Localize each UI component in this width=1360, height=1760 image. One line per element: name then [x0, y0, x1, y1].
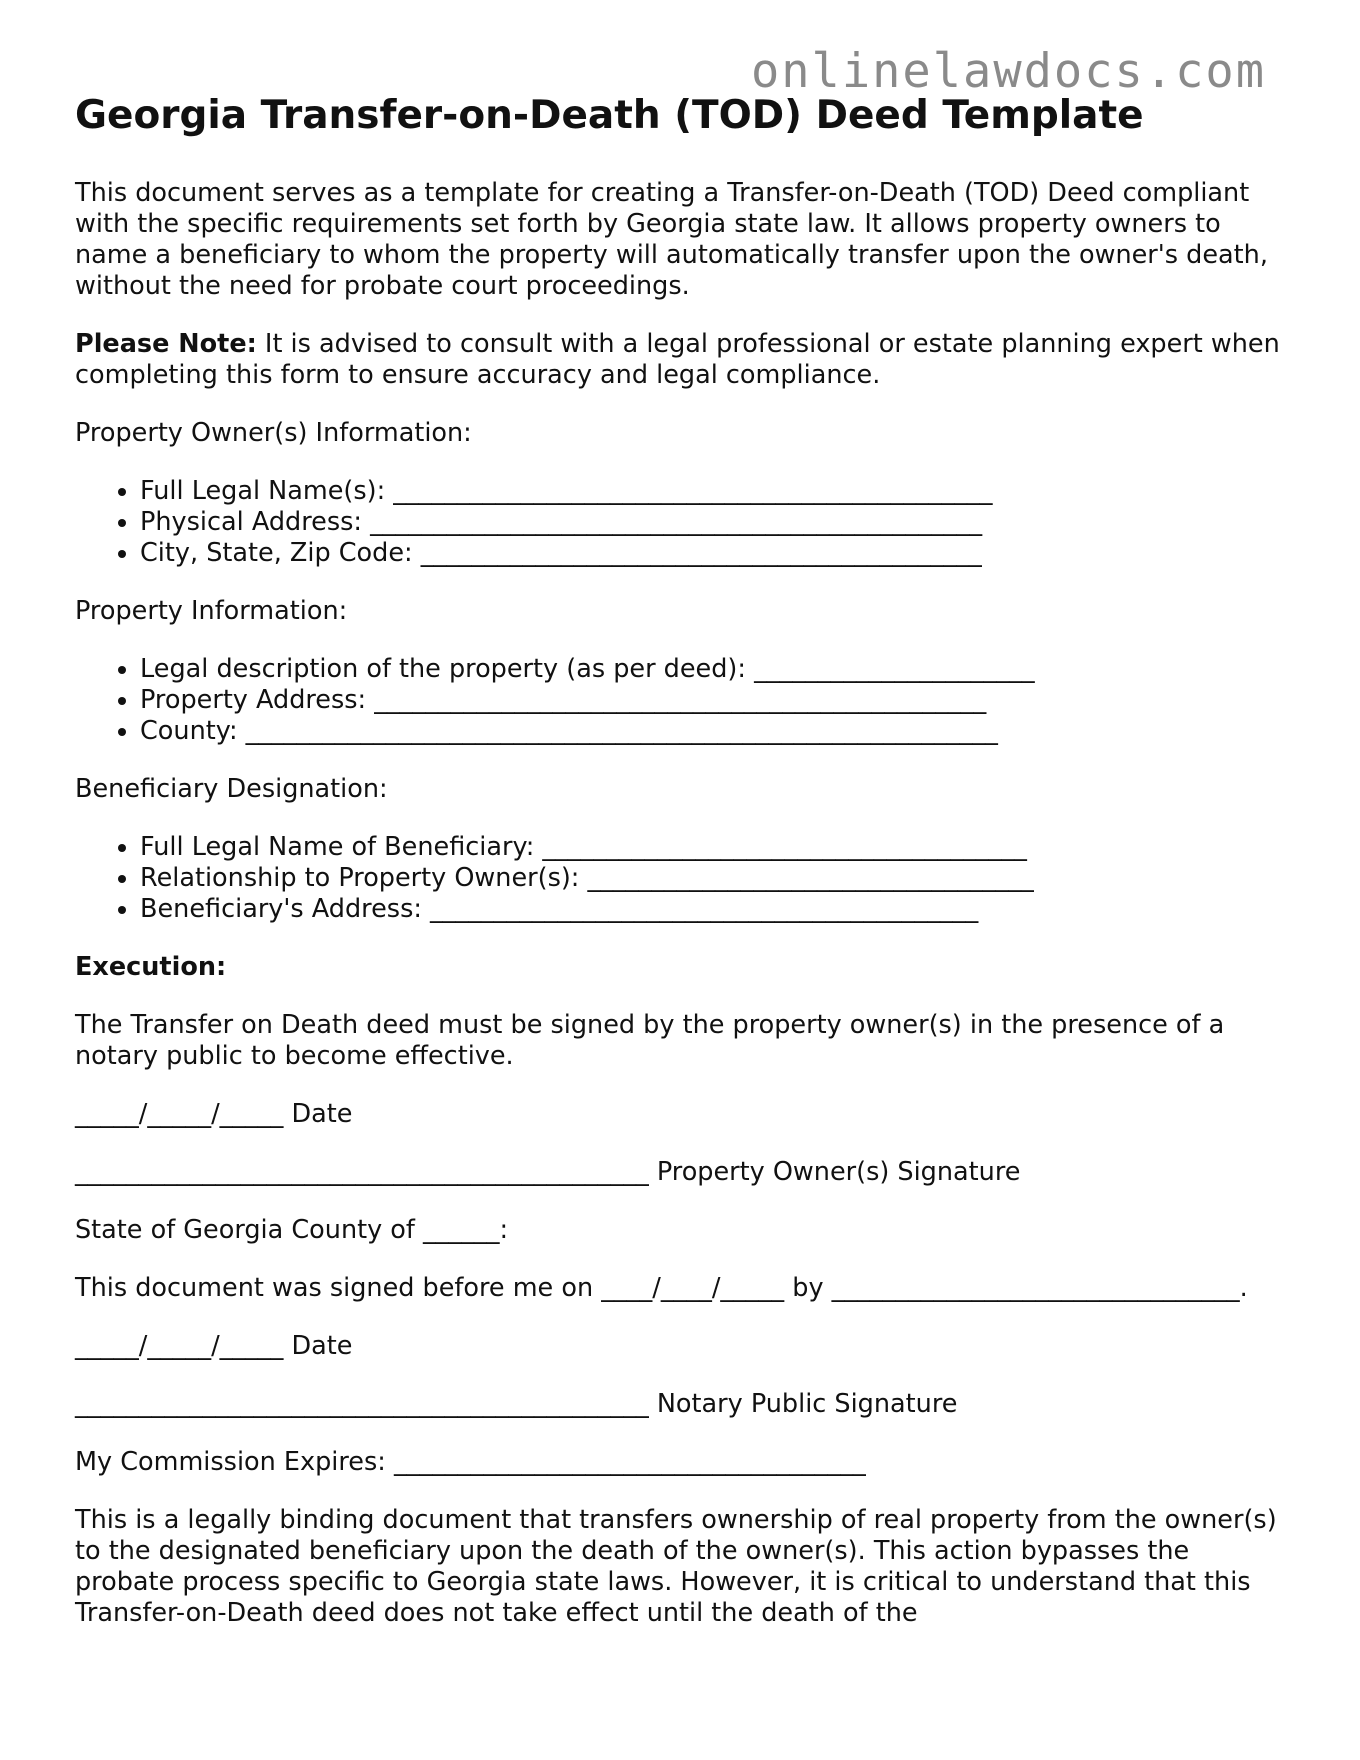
execution-heading: Execution:	[75, 952, 227, 982]
owner-section-heading: Property Owner(s) Information:	[75, 418, 472, 448]
signed-before-line[interactable]: This document was signed before me on ____/____/_____ by ________________________________.	[75, 1273, 1248, 1303]
note-text: It is advised to consult with a legal professional or estate planning expert when completing this form to ensure accuracy and legal compliance.	[75, 329, 1280, 390]
closing-paragraph: This is a legally binding document that transfers ownership of real property from the owner(s) to the designated beneficiary upon the death of the owner(s). This action bypasses the probate process specific to Georgia state laws. However, it is critical to understand that this Transfer-on-Death deed does not take effect until the death of the	[75, 1505, 1277, 1628]
watermark-logo: onlinelawdocs.com	[750, 44, 1266, 99]
intro-paragraph: This document serves as a template for creating a Transfer-on-Death (TOD) Deed compliant with the specific requirements set forth by Georgia state law. It allows property owners to name a beneficiary to whom the property will automatically transfer upon the owner's death, without the need for probate court proceedings.	[75, 178, 1268, 301]
state-county-line[interactable]: State of Georgia County of ______:	[75, 1215, 509, 1245]
owner-city-state-zip-field[interactable]: • City, State, Zip Code: ____________________________________________	[140, 538, 1295, 569]
owner-signature-line[interactable]: _____________________________________________ Property Owner(s) Signature	[75, 1157, 1021, 1187]
property-county-field[interactable]: • County: ___________________________________________________________	[140, 716, 1295, 747]
document-title: Georgia Transfer-on-Death (TOD) Deed Template	[75, 93, 1144, 138]
beneficiary-name-field[interactable]: • Full Legal Name of Beneficiary: ______________________________________	[140, 832, 1295, 863]
owner-address-field[interactable]: • Physical Address: ________________________________________________	[140, 507, 1295, 538]
owner-date-line[interactable]: _____/_____/_____ Date	[75, 1099, 353, 1129]
property-field-list	[75, 654, 1295, 747]
beneficiary-relationship-field[interactable]: • Relationship to Property Owner(s): ___________________________________	[140, 863, 1295, 894]
notary-date-line[interactable]: _____/_____/_____ Date	[75, 1331, 353, 1361]
notary-signature-line[interactable]: _____________________________________________ Notary Public Signature	[75, 1389, 958, 1419]
owner-field-list	[75, 476, 1295, 569]
property-legal-description-field[interactable]: • Legal description of the property (as per deed): ______________________	[140, 654, 1295, 685]
beneficiary-section-heading: Beneficiary Designation:	[75, 774, 388, 804]
document-page	[75, 88, 1295, 1656]
note-label: Please Note:	[75, 329, 257, 359]
execution-paragraph: The Transfer on Death deed must be signed by the property owner(s) in the presence of a notary public to become effective.	[75, 1010, 1225, 1071]
property-section-heading: Property Information:	[75, 596, 348, 626]
owner-name-field[interactable]: • Full Legal Name(s): _______________________________________________	[140, 476, 1295, 507]
note-paragraph	[75, 329, 1295, 391]
beneficiary-field-list	[75, 832, 1295, 925]
beneficiary-address-field[interactable]: • Beneficiary's Address: ___________________________________________	[140, 894, 1295, 925]
commission-expires-line[interactable]: My Commission Expires: _____________________________________	[75, 1447, 866, 1477]
property-address-field[interactable]: • Property Address: ________________________________________________	[140, 685, 1295, 716]
